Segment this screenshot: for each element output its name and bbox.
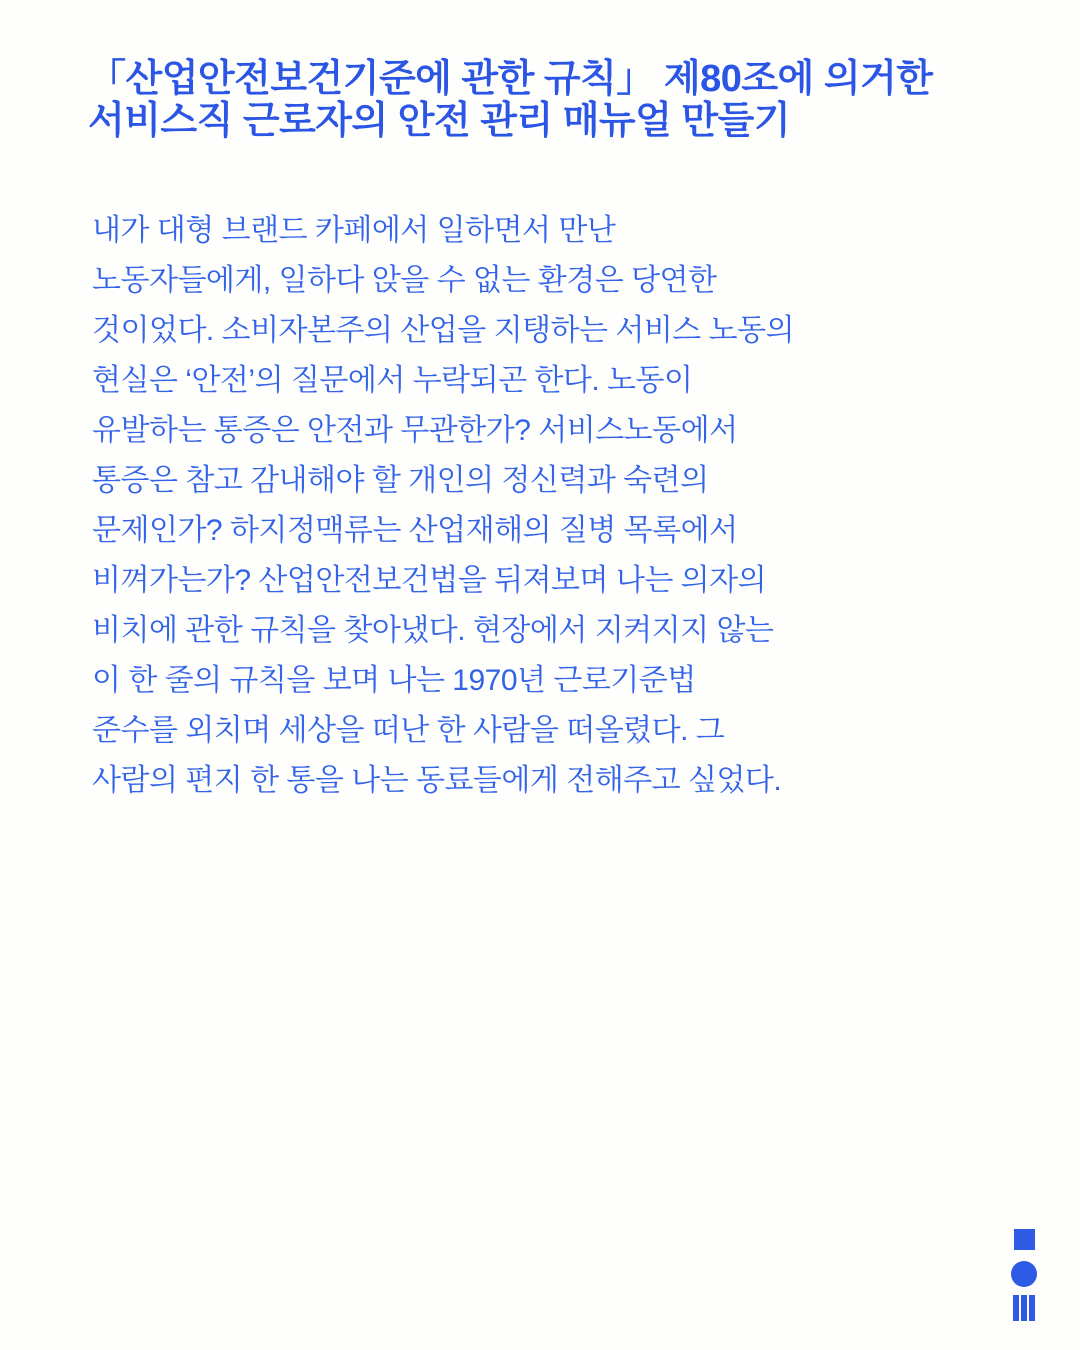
body-line: 이 한 줄의 규칙을 보며 나는 1970년 근로기준법 bbox=[92, 664, 696, 697]
logo-bar bbox=[1021, 1295, 1027, 1321]
body-line: 유발하는 통증은 안전과 무관한가? 서비스노동에서 bbox=[92, 414, 738, 447]
logo-bar bbox=[1029, 1295, 1035, 1321]
brand-logo bbox=[1011, 1229, 1037, 1321]
title-line-2: 서비스직 근로자의 안전 관리 매뉴얼 만들기 bbox=[88, 100, 791, 142]
logo-circle-icon bbox=[1011, 1261, 1037, 1287]
page-title bbox=[88, 58, 1008, 142]
logo-bar bbox=[1013, 1295, 1019, 1321]
logo-square-icon bbox=[1014, 1229, 1035, 1250]
body-line: 사람의 편지 한 통을 나는 동료들에게 전해주고 싶었다. bbox=[92, 764, 782, 797]
title-line-1: 「산업안전보건기준에 관한 규칙」 제80조에 의거한 bbox=[88, 58, 933, 100]
body-line: 통증은 참고 감내해야 할 개인의 정신력과 숙련의 bbox=[92, 464, 709, 497]
body-line: 비껴가는가? 산업안전보건법을 뒤져보며 나는 의자의 bbox=[92, 564, 767, 597]
body-line: 것이었다. 소비자본주의 산업을 지탱하는 서비스 노동의 bbox=[92, 314, 795, 347]
body-paragraph bbox=[92, 206, 912, 806]
logo-bars-icon bbox=[1013, 1295, 1035, 1321]
body-line: 준수를 외치며 세상을 떠난 한 사람을 떠올렸다. 그 bbox=[92, 714, 725, 747]
body-line: 내가 대형 브랜드 카페에서 일하면서 만난 bbox=[92, 214, 616, 247]
body-line: 현실은 ‘안전’의 질문에서 누락되곤 한다. 노동이 bbox=[92, 364, 693, 397]
body-line: 비치에 관한 규칙을 찾아냈다. 현장에서 지켜지지 않는 bbox=[92, 614, 774, 647]
body-line: 문제인가? 하지정맥류는 산업재해의 질병 목록에서 bbox=[92, 514, 738, 547]
body-line: 노동자들에게, 일하다 앉을 수 없는 환경은 당연한 bbox=[92, 264, 717, 297]
